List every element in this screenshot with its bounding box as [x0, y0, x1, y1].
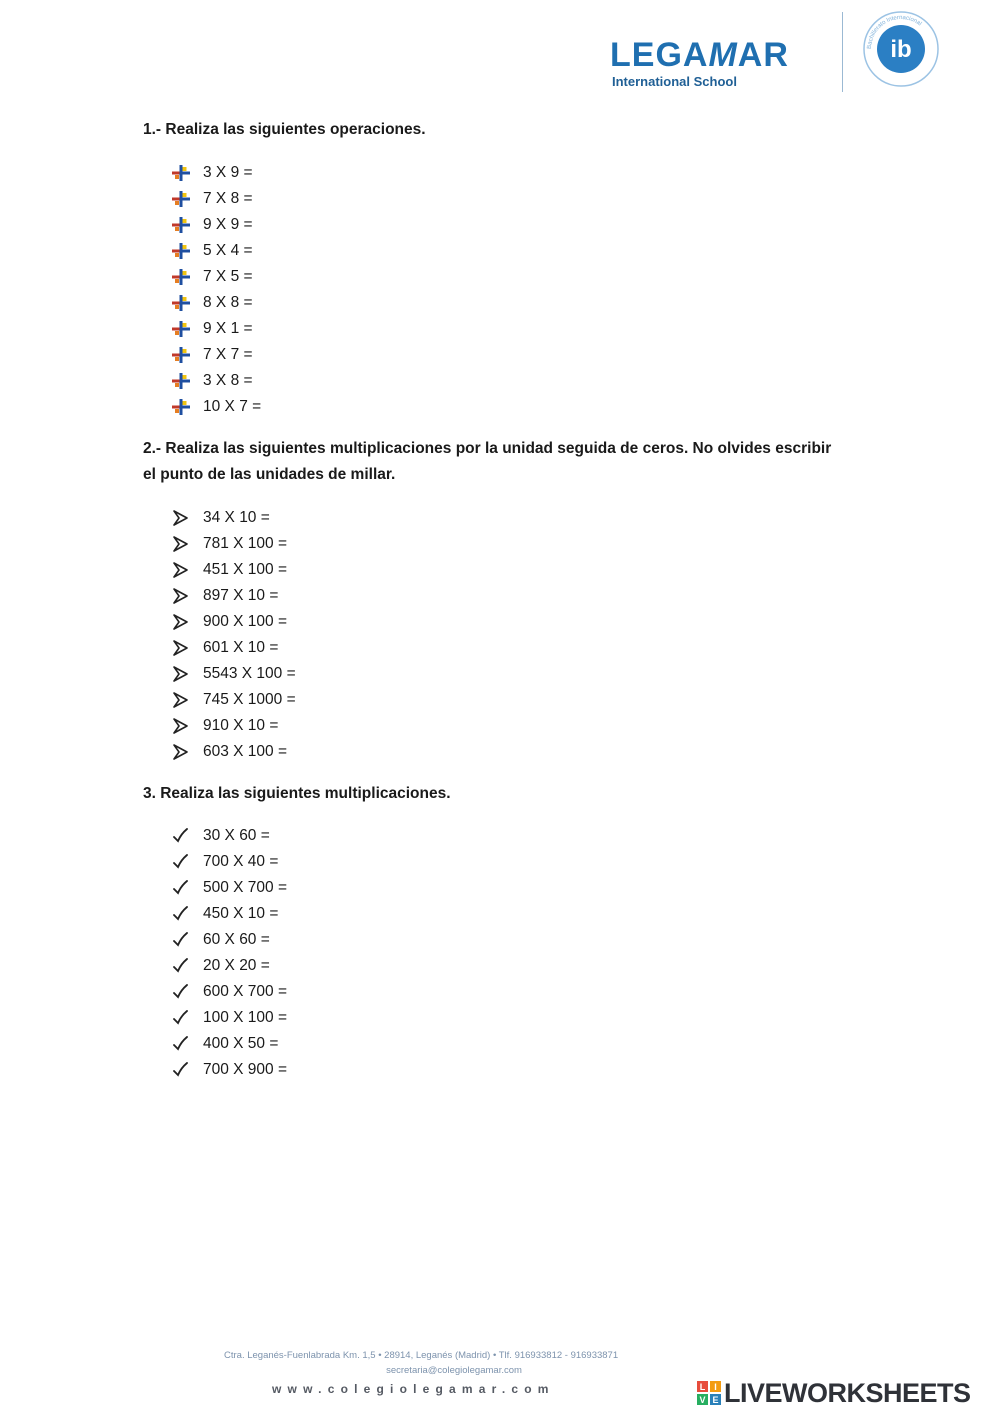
arrowhead-bullet-icon	[172, 562, 190, 578]
four-color-plus-bullet-icon	[172, 217, 190, 233]
liveworksheets-wordmark: LIVEWORKSHEETS	[724, 1378, 971, 1408]
operation-text: 8 X 8 =	[203, 294, 253, 311]
svg-text:L: L	[699, 1382, 706, 1392]
arrowhead-bullet-icon	[172, 510, 190, 526]
checkmark-bullet-icon	[172, 828, 190, 844]
checkmark-bullet-icon	[172, 984, 190, 1000]
logo-divider	[842, 12, 843, 92]
checkmark-bullet-icon	[172, 1062, 190, 1078]
operation-text: 10 X 7 =	[203, 398, 262, 415]
operation-text: 5543 X 100 =	[203, 665, 296, 682]
operation-text: 601 X 10 =	[203, 639, 279, 656]
section-2-title	[143, 436, 863, 488]
operation-text: 450 X 10 =	[203, 905, 279, 922]
operation-text: 9 X 1 =	[203, 320, 253, 337]
operation-text: 700 X 900 =	[203, 1061, 288, 1078]
operation-text: 9 X 9 =	[203, 216, 253, 233]
footer-address: Ctra. Leganés-Fuenlabrada Km. 1,5 • 28914, Leganés (Madrid) • Tlf. 916933812 - 916933871	[224, 1350, 619, 1361]
checkmark-bullet-icon	[172, 880, 190, 896]
four-color-plus-bullet-icon	[172, 269, 190, 285]
liveworksheets-badge-icon	[697, 1381, 721, 1405]
section-1-title: 1.- Realiza las siguientes operaciones.	[143, 121, 426, 138]
four-color-plus-bullet-icon	[172, 295, 190, 311]
operation-text: 60 X 60 =	[203, 931, 270, 948]
four-color-plus-bullet-icon	[172, 165, 190, 181]
operation-text: 5 X 4 =	[203, 242, 253, 259]
operation-text: 500 X 700 =	[203, 879, 288, 896]
checkmark-bullet-icon	[172, 1010, 190, 1026]
operation-text: 7 X 8 =	[203, 190, 253, 207]
arrowhead-bullet-icon	[172, 744, 190, 760]
ib-seal-text: ib	[890, 36, 912, 63]
checkmark-bullet-icon	[172, 932, 190, 948]
section-2-title-line-2: el punto de las unidades de millar.	[143, 466, 396, 483]
section-3-title: 3. Realiza las siguientes multiplicaciones.	[143, 785, 451, 802]
operation-text: 3 X 8 =	[203, 372, 253, 389]
arrowhead-bullet-icon	[172, 588, 190, 604]
arrowhead-bullet-icon	[172, 692, 190, 708]
checkmark-bullet-icon	[172, 1036, 190, 1052]
checkmark-bullet-icon	[172, 958, 190, 974]
footer-email: secretaria@colegiolegamar.com	[386, 1365, 522, 1376]
ib-seal-ring-text: Bachillerato Internacional	[866, 14, 923, 50]
four-color-plus-bullet-icon	[172, 243, 190, 259]
svg-text:I: I	[714, 1382, 717, 1392]
logo-subtitle: International School	[612, 74, 737, 89]
four-color-plus-bullet-icon	[172, 347, 190, 363]
operation-text: 897 X 10 =	[203, 587, 279, 604]
operation-text: 900 X 100 =	[203, 613, 288, 630]
operation-text: 700 X 40 =	[203, 853, 279, 870]
logo-wordmark: LEGAMAR	[610, 36, 789, 74]
liveworksheets-brand	[697, 1376, 997, 1410]
four-color-plus-bullet-icon	[172, 191, 190, 207]
arrowhead-bullet-icon	[172, 640, 190, 656]
operation-text: 3 X 9 =	[203, 164, 253, 181]
svg-text:V: V	[699, 1395, 706, 1405]
operation-text: 451 X 100 =	[203, 561, 288, 578]
operation-text: 7 X 7 =	[203, 346, 253, 363]
checkmark-bullet-icon	[172, 854, 190, 870]
operation-text: 100 X 100 =	[203, 1009, 288, 1026]
arrowhead-bullet-icon	[172, 666, 190, 682]
operation-text: 781 X 100 =	[203, 535, 288, 552]
arrowhead-bullet-icon	[172, 718, 190, 734]
section-2-title-line-1: 2.- Realiza las siguientes multiplicaciones por la unidad seguida de ceros. No olvides escribir	[143, 440, 832, 457]
operation-text: 910 X 10 =	[203, 717, 279, 734]
operation-text: 7 X 5 =	[203, 268, 253, 285]
four-color-plus-bullet-icon	[172, 399, 190, 415]
ib-seal-icon	[862, 10, 940, 88]
footer-website: www.colegiolegamar.com	[272, 1382, 555, 1396]
svg-text:E: E	[712, 1395, 719, 1405]
arrowhead-bullet-icon	[172, 536, 190, 552]
operation-text: 30 X 60 =	[203, 827, 270, 844]
four-color-plus-bullet-icon	[172, 373, 190, 389]
operation-text: 600 X 700 =	[203, 983, 288, 1000]
operation-text: 400 X 50 =	[203, 1035, 279, 1052]
arrowhead-bullet-icon	[172, 614, 190, 630]
operation-text: 603 X 100 =	[203, 743, 288, 760]
operation-text: 745 X 1000 =	[203, 691, 296, 708]
four-color-plus-bullet-icon	[172, 321, 190, 337]
school-logo	[610, 10, 950, 96]
operation-text: 20 X 20 =	[203, 957, 270, 974]
checkmark-bullet-icon	[172, 906, 190, 922]
operation-text: 34 X 10 =	[203, 509, 270, 526]
